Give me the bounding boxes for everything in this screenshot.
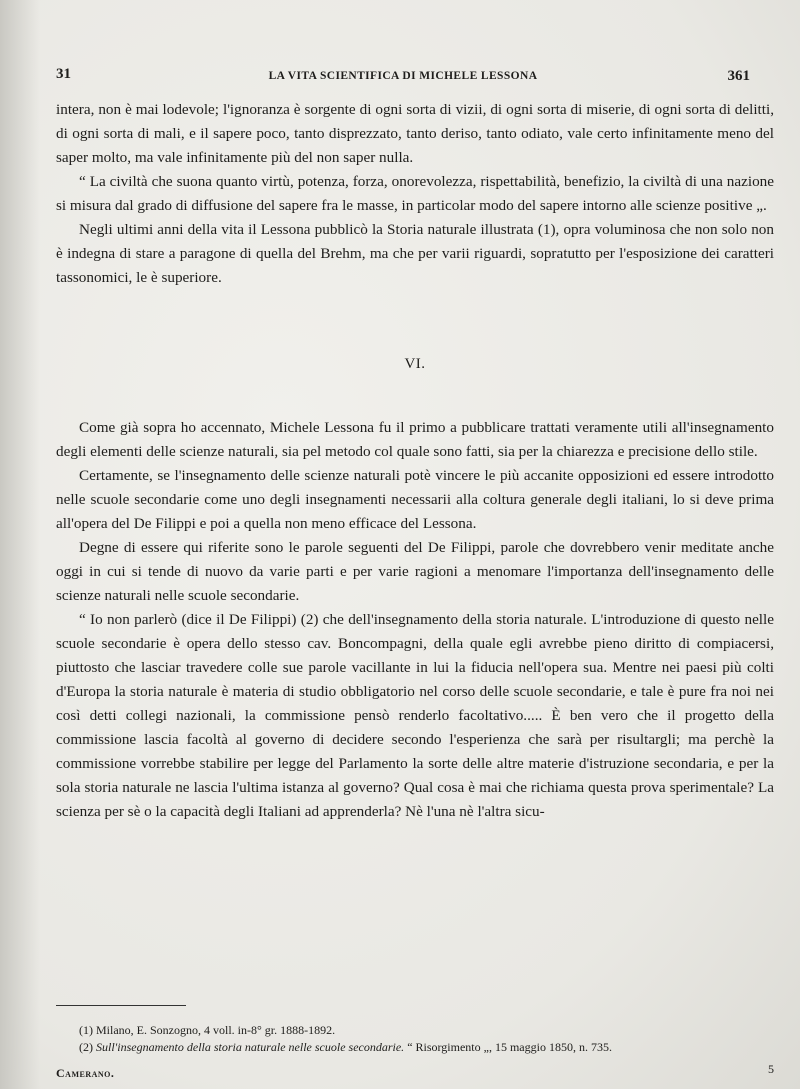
- header-left-number: 31: [56, 66, 71, 82]
- footnote-1-text: (1) Milano, E. Sonzogno, 4 voll. in-8° gr. 1888-1892.: [79, 1023, 336, 1037]
- running-header: [56, 66, 750, 88]
- signature-mark: Camerano.: [56, 1066, 115, 1080]
- footnote-2-title: Sull'insegnamento della storia naturale nelle scuole secondarie.: [96, 1040, 405, 1054]
- footnote-1: [56, 1022, 774, 1039]
- paragraph: Certamente, se l'insegnamento delle scienze naturali potè vincere le più accanite opposizioni ed essere introdotto nelle scuole secondarie come uno degli insegnamenti necessarii alla coltura generale degli italiani, lo si deve prima all'opera del De Filippi e poi a quella non meno efficace del Lessona.: [56, 467, 774, 532]
- footnotes: [56, 1022, 774, 1056]
- footnote-2-text: “ Risorgimento „, 15 maggio 1850, n. 735.: [407, 1040, 612, 1054]
- paragraph: Degne di essere qui riferite sono le parole seguenti del De Filippi, parole che dovrebbero venir meditate anche oggi in cui si tende di nuovo da varie parti e per varie ragioni a menomare l'importanza dell'insegnamento delle scienze naturali nelle scuole secondarie.: [56, 539, 774, 604]
- paragraph: Negli ultimi anni della vita il Lessona pubblicò la Storia naturale illustrata (1), opra voluminosa che non solo non è indegna di stare a paragone di quella del Brehm, ma che per varii riguardi, sopratutto per l'esposizione dei caratteri tassonomici, le è superiore.: [56, 221, 774, 286]
- main-text: [56, 98, 774, 824]
- gathering-number: 5: [768, 1062, 774, 1076]
- page-number: 361: [727, 68, 750, 84]
- page-edge-shadow: [0, 0, 40, 1089]
- paragraph: Come già sopra ho accennato, Michele Lessona fu il primo a pubblicare trattati veramente utili all'insegnamento degli elementi delle scienze naturali, sia pel metodo col quale sono fatti, sia per la chiarezza e precisione dello stile.: [56, 419, 774, 460]
- running-title: LA VITA SCIENTIFICA DI MICHELE LESSONA: [268, 70, 538, 82]
- paragraph: “ Io non parlerò (dice il De Filippi) (2) che dell'insegnamento della storia naturale. L'introduzione di questo nelle scuole secondarie è opera dello stesso cav. Boncompagni, della quale egli avrebbe pieno diritto di compiacersi, piuttosto che lasciar travedere colle sue parole vacillante in lui la fiducia nell'opera sua. Mentre nei paesi più colti d'Europa la storia naturale è materia di studio obbligatorio nel corso delle scuole secondarie, e tale è pure fra noi nei così detti collegi nazionali, la commissione pensò renderlo facoltativo..... È ben vero che il progetto della commissione lascia facoltà al governo di decidere secondo l'esperienza che sarà per risultargli; ma perchè la commissione vorrebbe stabilire per legge del Parlamento la sorte delle altre materie d'istruzione secondaria, e per la sola storia naturale ne lascia l'ultima istanza al governo? Qual cosa è mai che richiama questa prova sperimentale? La scienza per sè o la capacità degli Italiani ad apprenderla? Nè l'una nè l'altra sicu-: [56, 611, 774, 820]
- footnote-rule: [56, 1005, 186, 1006]
- paragraph: intera, non è mai lodevole; l'ignoranza è sorgente di ogni sorta di vizii, di ogni sorta di miserie, di ogni sorta di delitti, di ogni sorta di mali, e il sapere poco, tanto disprezzato, tanto deriso, tanto odiato, vale certo infinitamente meno del saper molto, ma vale infinitamente più del non saper nulla.: [56, 101, 774, 166]
- section-heading: VI.: [404, 356, 426, 372]
- paragraph: “ La civiltà che suona quanto virtù, potenza, forza, onorevolezza, rispettabilità, benefizio, la civiltà di una nazione si misura dal grado di diffusione del sapere fra le masse, in particolar modo del sapere intorno alle scienze positive „.: [56, 173, 774, 214]
- footnote-2: [56, 1039, 774, 1056]
- footnote-2-number: (2): [79, 1040, 93, 1054]
